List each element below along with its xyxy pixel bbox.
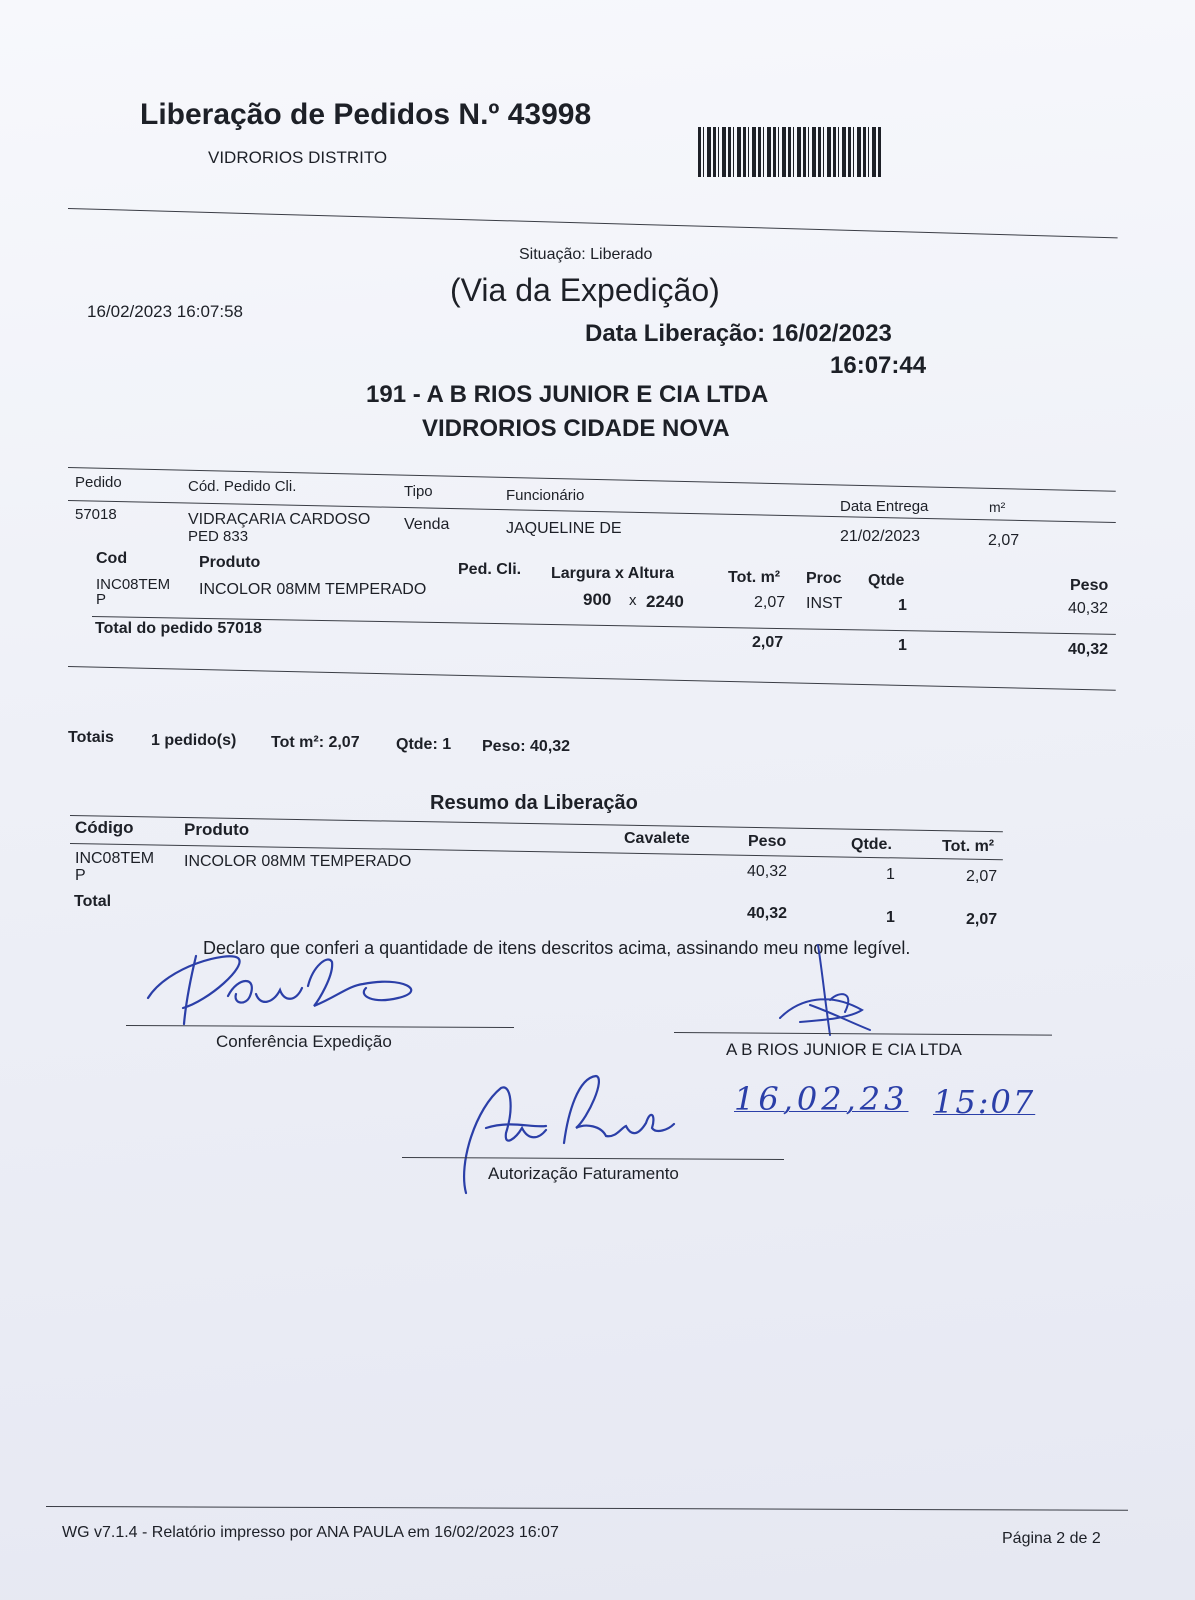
col-cod-pedido-cli: Cód. Pedido Cli. — [188, 478, 297, 495]
header-divider — [68, 208, 1118, 238]
client-branch: VIDRORIOS CIDADE NOVA — [422, 415, 730, 442]
order-total-m2: 2,07 — [752, 634, 784, 651]
barcode — [698, 127, 882, 177]
summary-total-qty: 1 — [886, 909, 895, 926]
item-col-qtde: Qtde — [868, 572, 905, 589]
item-product: INCOLOR 08MM TEMPERADO — [199, 581, 427, 598]
client-name: 191 - A B RIOS JUNIOR E CIA LTDA — [366, 381, 769, 408]
order-m2: 2,07 — [988, 532, 1020, 549]
item-col-produto: Produto — [199, 554, 261, 571]
handwritten-date: 16,02,23 — [734, 1080, 909, 1118]
copy-type: (Via da Expedição) — [450, 272, 720, 308]
item-x: x — [629, 592, 637, 609]
item-tot-m2: 2,07 — [754, 594, 786, 611]
order-total-label: Total do pedido 57018 — [95, 620, 262, 637]
order-client-code: VIDRAÇARIA CARDOSO — [188, 511, 371, 528]
order-number: 57018 — [75, 506, 117, 523]
printed-timestamp: 16/02/2023 16:07:58 — [87, 302, 243, 321]
summary-col-codigo: Código — [75, 818, 134, 837]
handwritten-time: 15:07 — [933, 1083, 1036, 1121]
item-proc: INST — [806, 595, 843, 612]
summary-code: INC08TEM — [75, 850, 155, 867]
footer-page-number: Página 2 de 2 — [1002, 1530, 1101, 1547]
conference-label: Conferência Expedição — [216, 1032, 392, 1051]
col-tipo: Tipo — [404, 483, 433, 500]
totals-m2: Tot m²: 2,07 — [271, 734, 360, 751]
signature-authorization — [456, 1068, 676, 1208]
order-client-ref: PED 833 — [188, 528, 249, 545]
order-total-weight: 40,32 — [1068, 641, 1109, 658]
summary-col-produto: Produto — [184, 820, 250, 839]
order-delivery-date: 21/02/2023 — [840, 528, 921, 545]
order-table-bottom — [68, 666, 1116, 691]
release-time: 16:07:44 — [830, 352, 927, 379]
item-weight: 40,32 — [1068, 600, 1109, 617]
item-code: INC08TEM — [96, 576, 171, 593]
totals-weight: Peso: 40,32 — [482, 738, 571, 755]
summary-total-m2: 2,07 — [966, 911, 998, 928]
summary-col-qtde: Qtde. — [851, 836, 892, 853]
order-total-qty: 1 — [898, 637, 907, 654]
summary-tot-m2: 2,07 — [966, 868, 998, 885]
order-type: Venda — [404, 516, 450, 533]
summary-total-weight: 40,32 — [747, 905, 788, 922]
item-col-peso: Peso — [1070, 577, 1109, 594]
summary-total-label: Total — [74, 893, 112, 910]
footer-printed-by: WG v7.1.4 - Relatório impresso por ANA PAULA em 16/02/2023 16:07 — [62, 1524, 559, 1541]
declaration-text: Declaro que conferi a quantidade de itens descritos acima, assinando meu nome legível. — [203, 938, 911, 958]
item-col-ped-cli: Ped. Cli. — [458, 561, 522, 578]
item-col-largura-altura: Largura x Altura — [551, 565, 674, 582]
order-employee: JAQUELINE DE — [506, 520, 622, 537]
summary-code-cont: P — [75, 867, 86, 884]
col-data-entrega: Data Entrega — [840, 498, 929, 515]
item-col-proc: Proc — [806, 570, 842, 587]
summary-product: INCOLOR 08MM TEMPERADO — [184, 853, 412, 870]
item-width: 900 — [583, 590, 612, 609]
item-col-cod: Cod — [96, 550, 128, 567]
item-qty: 1 — [898, 597, 907, 614]
summary-qty: 1 — [886, 866, 895, 883]
col-pedido: Pedido — [75, 474, 122, 491]
col-funcionario: Funcionário — [506, 487, 585, 504]
summary-title: Resumo da Liberação — [430, 792, 638, 814]
client-signature-label: A B RIOS JUNIOR E CIA LTDA — [726, 1040, 962, 1059]
summary-col-tot-m2: Tot. m² — [942, 838, 995, 855]
item-code-cont: P — [96, 591, 107, 608]
document-title: Liberação de Pedidos N.º 43998 — [140, 98, 592, 131]
totals-qty: Qtde: 1 — [396, 736, 452, 753]
totals-label: Totais — [68, 729, 114, 746]
summary-col-cavalete: Cavalete — [624, 830, 690, 847]
footer-divider — [46, 1506, 1128, 1511]
release-date: Data Liberação: 16/02/2023 — [585, 320, 892, 347]
item-col-tot-m2: Tot. m² — [728, 569, 781, 586]
company-name: VIDRORIOS DISTRITO — [208, 148, 388, 167]
signature-conference — [138, 946, 458, 1036]
totals-orders: 1 pedido(s) — [151, 732, 237, 749]
authorization-label: Autorização Faturamento — [488, 1164, 679, 1183]
item-height: 2240 — [646, 592, 684, 611]
col-m2: m² — [989, 499, 1006, 515]
summary-col-peso: Peso — [748, 833, 787, 850]
summary-weight: 40,32 — [747, 863, 788, 880]
situation-label: Situação: Liberado — [519, 246, 653, 263]
